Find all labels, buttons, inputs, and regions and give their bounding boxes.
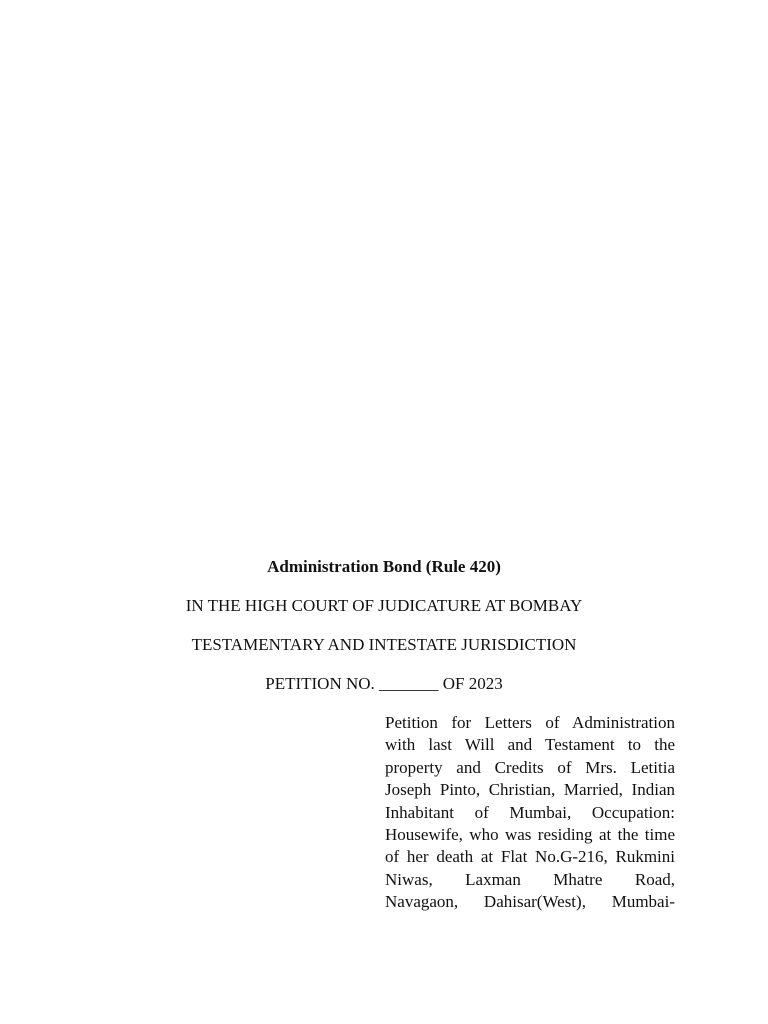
petition-description-line: of her death at Flat No.G-216, Rukmini <box>385 847 675 867</box>
petition-description-line: Housewife, who was residing at the time <box>385 824 675 844</box>
petition-description-line: Navagaon, Dahisar(West), Mumbai- <box>385 892 675 912</box>
petition-description-line: Joseph Pinto, Christian, Married, Indian <box>385 780 675 800</box>
petition-number: PETITION NO. _______ OF 2023 <box>265 674 503 693</box>
petition-description <box>385 712 675 914</box>
petition-description-line: with last Will and Testament to the <box>385 735 675 755</box>
petition-description-line: Petition for Letters of Administration <box>385 713 675 732</box>
petition-description-line: Niwas, Laxman Mhatre Road, <box>385 869 675 889</box>
petition-description-line: property and Credits of Mrs. Letitia <box>385 757 675 777</box>
jurisdiction-heading: TESTAMENTARY AND INTESTATE JURISDICTION <box>191 635 577 654</box>
petition-description-line: Inhabitant of Mumbai, Occupation: <box>385 802 675 822</box>
court-heading: IN THE HIGH COURT OF JUDICATURE AT BOMBAY <box>185 596 583 615</box>
document-title: Administration Bond (Rule 420) <box>267 557 501 576</box>
